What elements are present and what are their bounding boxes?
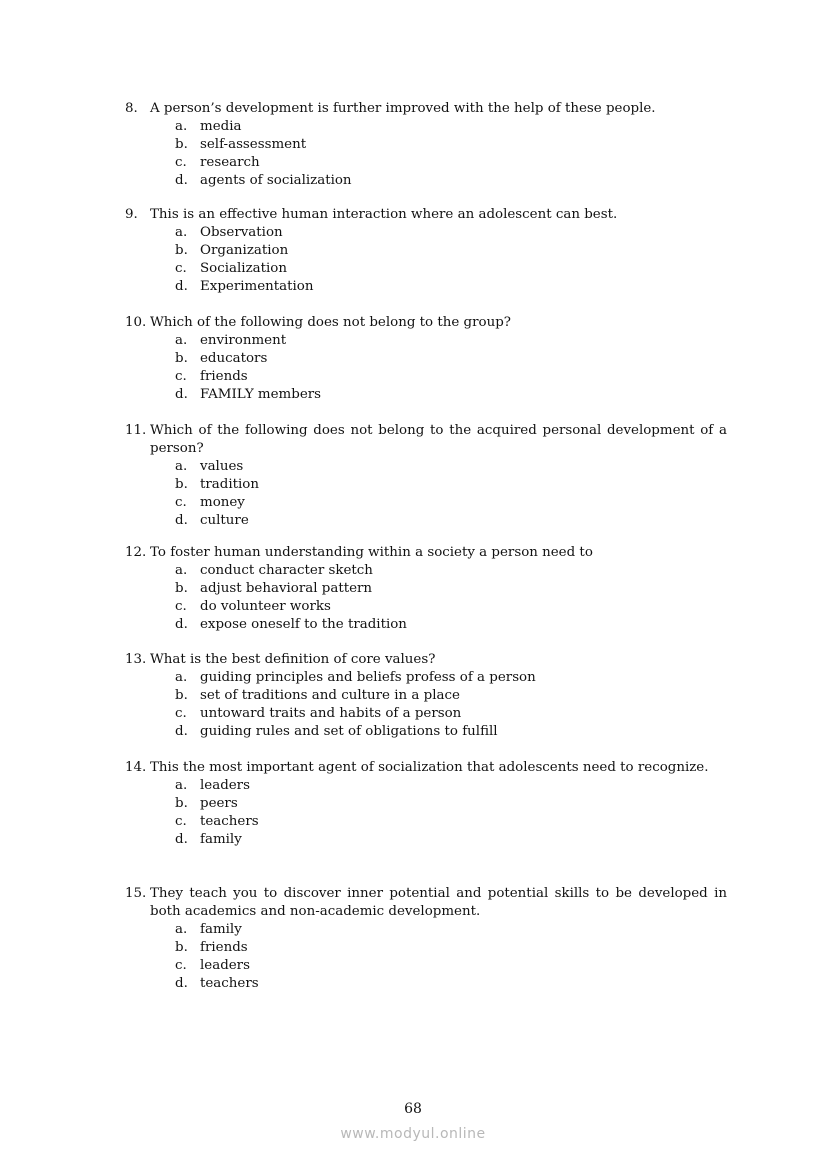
- option-text: environment: [200, 333, 287, 348]
- option-letter: c.: [175, 814, 187, 829]
- answer-option: [175, 476, 727, 494]
- option-text: guiding principles and beliefs profess of a person: [200, 670, 536, 685]
- option-letter: b.: [175, 940, 188, 955]
- option-text: Experimentation: [200, 279, 314, 294]
- option-letter: d.: [175, 513, 188, 528]
- option-text: Socialization: [200, 261, 287, 276]
- answer-option: [175, 350, 727, 368]
- question-number: 8.: [125, 101, 138, 116]
- option-letter: d.: [175, 617, 188, 632]
- option-letter: a.: [175, 459, 188, 474]
- option-text: values: [200, 459, 244, 474]
- option-text: self-assessment: [200, 137, 307, 152]
- answer-option: [175, 669, 727, 687]
- option-text: friends: [200, 940, 248, 955]
- option-letter: b.: [175, 688, 188, 703]
- answer-option: [175, 939, 727, 957]
- question-text: A person’s development is further improved with the help of these people.: [150, 101, 656, 116]
- option-text: friends: [200, 369, 248, 384]
- option-letter: c.: [175, 599, 187, 614]
- question-number: 11.: [125, 423, 147, 438]
- option-letter: d.: [175, 173, 188, 188]
- option-letter: a.: [175, 778, 188, 793]
- option-text: Organization: [200, 243, 289, 258]
- option-letter: d.: [175, 832, 188, 847]
- option-text: untoward traits and habits of a person: [200, 706, 462, 721]
- question-stem: [125, 100, 727, 118]
- answer-option: [175, 562, 727, 580]
- answer-option: [175, 795, 727, 813]
- option-letter: c.: [175, 706, 187, 721]
- question-item: [125, 885, 727, 993]
- option-letter: c.: [175, 261, 187, 276]
- question-text: This the most important agent of socialization that adolescents need to recognize.: [150, 760, 709, 775]
- option-text: guiding rules and set of obligations to fulfill: [200, 724, 498, 739]
- question-number: 9.: [125, 207, 138, 222]
- option-text: adjust behavioral pattern: [200, 581, 373, 596]
- question-number: 15.: [125, 886, 147, 901]
- answer-option: [175, 831, 727, 849]
- option-letter: a.: [175, 225, 188, 240]
- answer-option: [175, 921, 727, 939]
- answer-option: [175, 224, 727, 242]
- option-text: research: [200, 155, 260, 170]
- option-letter: b.: [175, 351, 188, 366]
- question-stem: [125, 759, 727, 777]
- answer-option: [175, 242, 727, 260]
- question-item: [125, 544, 727, 634]
- option-text: expose oneself to the tradition: [200, 617, 407, 632]
- option-text: agents of socialization: [200, 173, 352, 188]
- answer-option: [175, 975, 727, 993]
- option-letter: a.: [175, 670, 188, 685]
- question-stem: [125, 544, 727, 562]
- option-text: tradition: [200, 477, 259, 492]
- option-letter: c.: [175, 369, 187, 384]
- option-text: set of traditions and culture in a place: [200, 688, 460, 703]
- question-text: They teach you to discover inner potential and potential skills to be developed in both academics and non-academic development.: [150, 886, 727, 919]
- question-text: This is an effective human interaction where an adolescent can best.: [150, 207, 618, 222]
- option-text: conduct character sketch: [200, 563, 373, 578]
- option-letter: b.: [175, 477, 188, 492]
- question-item: [125, 314, 727, 404]
- question-number: 12.: [125, 545, 147, 560]
- answer-option: [175, 136, 727, 154]
- answer-option: [175, 616, 727, 634]
- option-letter: a.: [175, 922, 188, 937]
- answer-option: [175, 458, 727, 476]
- answer-option: [175, 957, 727, 975]
- answer-option: [175, 278, 727, 296]
- option-letter: d.: [175, 724, 188, 739]
- option-letter: b.: [175, 581, 188, 596]
- question-stem: [125, 422, 727, 458]
- option-letter: b.: [175, 796, 188, 811]
- option-text: media: [200, 119, 242, 134]
- answer-option: [175, 332, 727, 350]
- answer-option: [175, 260, 727, 278]
- option-letter: d.: [175, 387, 188, 402]
- answer-option: [175, 598, 727, 616]
- answer-option: [175, 154, 727, 172]
- question-item: [125, 100, 727, 190]
- watermark: www.modyul.online: [340, 1126, 486, 1142]
- question-item: [125, 759, 727, 849]
- question-number: 10.: [125, 315, 147, 330]
- question-item: [125, 206, 727, 296]
- question-text: What is the best definition of core values?: [150, 652, 436, 667]
- option-text: teachers: [200, 976, 259, 991]
- question-stem: [125, 206, 727, 224]
- answer-option: [175, 494, 727, 512]
- option-letter: c.: [175, 155, 187, 170]
- option-letter: b.: [175, 137, 188, 152]
- answer-option: [175, 687, 727, 705]
- answer-option: [175, 580, 727, 598]
- answer-option: [175, 386, 727, 404]
- question-stem: [125, 885, 727, 921]
- question-item: [125, 651, 727, 741]
- option-text: Observation: [200, 225, 283, 240]
- option-text: teachers: [200, 814, 259, 829]
- answer-option: [175, 118, 727, 136]
- question-text: Which of the following does not belong to the group?: [150, 315, 511, 330]
- option-text: family: [200, 832, 242, 847]
- question-number: 14.: [125, 760, 147, 775]
- answer-option: [175, 705, 727, 723]
- answer-option: [175, 368, 727, 386]
- option-letter: b.: [175, 243, 188, 258]
- answer-option: [175, 813, 727, 831]
- option-text: money: [200, 495, 245, 510]
- option-letter: d.: [175, 976, 188, 991]
- question-text: To foster human understanding within a society a person need to: [150, 545, 593, 560]
- option-letter: a.: [175, 333, 188, 348]
- question-number: 13.: [125, 652, 147, 667]
- option-text: culture: [200, 513, 249, 528]
- option-letter: c.: [175, 495, 187, 510]
- question-text: Which of the following does not belong to the acquired personal development of a person?: [150, 423, 727, 456]
- option-text: educators: [200, 351, 268, 366]
- option-letter: a.: [175, 563, 188, 578]
- answer-option: [175, 777, 727, 795]
- answer-option: [175, 172, 727, 190]
- option-text: family: [200, 922, 242, 937]
- answer-option: [175, 512, 727, 530]
- question-stem: [125, 651, 727, 669]
- option-text: peers: [200, 796, 238, 811]
- page-number: 68: [404, 1101, 422, 1117]
- option-letter: d.: [175, 279, 188, 294]
- option-letter: a.: [175, 119, 188, 134]
- option-text: do volunteer works: [200, 599, 331, 614]
- answer-option: [175, 723, 727, 741]
- option-text: leaders: [200, 958, 250, 973]
- question-stem: [125, 314, 727, 332]
- option-text: leaders: [200, 778, 250, 793]
- question-item: [125, 422, 727, 530]
- option-letter: c.: [175, 958, 187, 973]
- option-text: FAMILY members: [200, 387, 322, 402]
